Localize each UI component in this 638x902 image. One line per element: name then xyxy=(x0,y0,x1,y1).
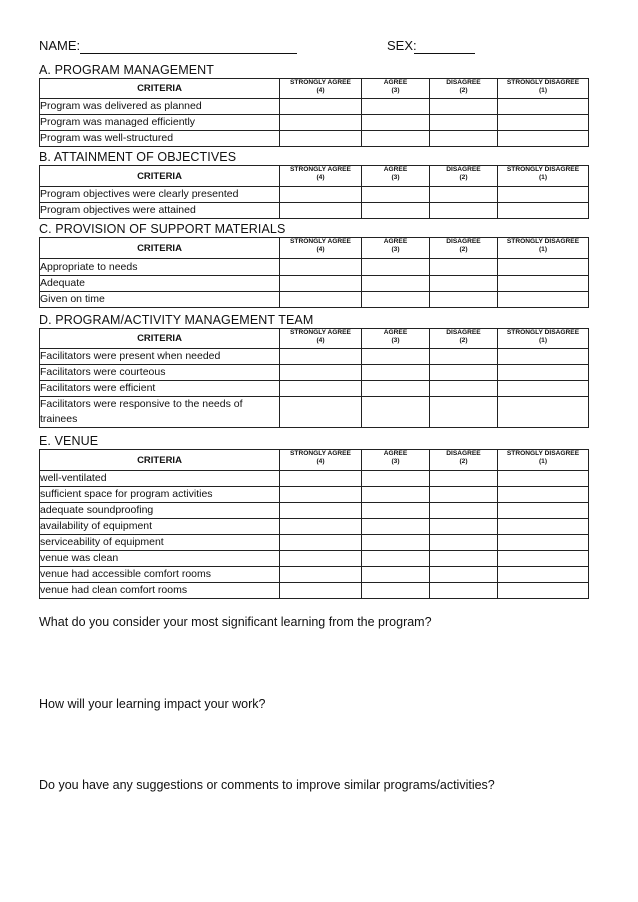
criterion-label: sufficient space for program activities xyxy=(40,487,280,503)
rating-cell-disagree[interactable] xyxy=(430,99,498,115)
rating-cell-disagree[interactable] xyxy=(430,259,498,276)
scale-value: (2) xyxy=(459,174,468,181)
criteria-header: CRITERIA xyxy=(40,450,280,471)
table-row xyxy=(40,276,589,292)
rating-cell-disagree[interactable] xyxy=(430,381,498,397)
criteria-header: CRITERIA xyxy=(40,166,280,187)
rating-cell-strongly-agree[interactable] xyxy=(280,349,362,365)
rating-cell-strongly-agree[interactable] xyxy=(280,187,362,203)
section-title-attainment-of-objectives: B. ATTAINMENT OF OBJECTIVES xyxy=(39,150,237,164)
rating-cell-agree[interactable] xyxy=(362,551,430,567)
rating-cell-strongly-agree[interactable] xyxy=(280,503,362,519)
criterion-label: Facilitators were efficient xyxy=(40,381,280,397)
scale-label: STRONGLY DISAGREE xyxy=(506,450,580,457)
scale-value: (2) xyxy=(459,246,468,253)
criterion-label: Appropriate to needs xyxy=(40,259,280,276)
table-row xyxy=(40,365,589,381)
rating-cell-strongly-disagree[interactable] xyxy=(498,487,589,503)
scale-header-agree xyxy=(362,329,430,349)
criterion-label: Adequate xyxy=(40,276,280,292)
scale-label: AGREE xyxy=(383,79,408,86)
scale-value: (4) xyxy=(316,458,325,465)
rating-cell-agree[interactable] xyxy=(362,99,430,115)
header-row xyxy=(39,38,599,58)
scale-label: DISAGREE xyxy=(446,238,481,245)
rating-cell-strongly-agree[interactable] xyxy=(280,115,362,131)
scale-header-strongly-disagree xyxy=(498,79,589,99)
scale-label: STRONGLY AGREE xyxy=(290,79,351,86)
question-suggestions: Do you have any suggestions or comments to improve similar programs/activities? xyxy=(39,778,495,792)
section-title-support-materials: C. PROVISION OF SUPPORT MATERIALS xyxy=(39,222,286,236)
rating-cell-agree[interactable] xyxy=(362,365,430,381)
scale-value: (3) xyxy=(391,87,400,94)
scale-header-strongly-agree xyxy=(280,329,362,349)
criterion-label: well-ventilated xyxy=(40,471,280,487)
rating-cell-strongly-disagree[interactable] xyxy=(498,381,589,397)
rating-cell-strongly-disagree[interactable] xyxy=(498,519,589,535)
table-row xyxy=(40,131,589,147)
scale-header-strongly-agree xyxy=(280,79,362,99)
scale-value: (4) xyxy=(316,174,325,181)
rating-cell-agree[interactable] xyxy=(362,535,430,551)
scale-header-strongly-disagree xyxy=(498,329,589,349)
rating-cell-strongly-agree[interactable] xyxy=(280,567,362,583)
rating-cell-strongly-agree[interactable] xyxy=(280,397,362,428)
criterion-label: venue was clean xyxy=(40,551,280,567)
scale-label: STRONGLY DISAGREE xyxy=(506,329,580,336)
rating-cell-agree[interactable] xyxy=(362,276,430,292)
scale-header-disagree xyxy=(430,79,498,99)
question-learning-impact: How will your learning impact your work? xyxy=(39,697,266,711)
rating-cell-strongly-disagree[interactable] xyxy=(498,349,589,365)
rating-cell-agree[interactable] xyxy=(362,259,430,276)
rating-cell-strongly-agree[interactable] xyxy=(280,583,362,599)
criterion-label: Facilitators were responsive to the needs of trainees xyxy=(40,397,280,428)
management-team-table xyxy=(39,328,589,428)
rating-cell-strongly-disagree[interactable] xyxy=(498,203,589,219)
rating-cell-disagree[interactable] xyxy=(430,471,498,487)
rating-cell-agree[interactable] xyxy=(362,519,430,535)
section-title-venue: E. VENUE xyxy=(39,434,99,448)
scale-label: STRONGLY DISAGREE xyxy=(506,238,580,245)
scale-value: (3) xyxy=(391,337,400,344)
program-management-table xyxy=(39,78,589,147)
scale-value: (3) xyxy=(391,174,400,181)
table-row xyxy=(40,535,589,551)
rating-cell-strongly-agree[interactable] xyxy=(280,131,362,147)
criterion-label: availability of equipment xyxy=(40,519,280,535)
table-header-row xyxy=(40,79,589,99)
table-header-row xyxy=(40,450,589,471)
table-row xyxy=(40,292,589,308)
criteria-header: CRITERIA xyxy=(40,329,280,349)
section-title-program-management: A. PROGRAM MANAGEMENT xyxy=(39,63,215,77)
criterion-label: Program was well-structured xyxy=(40,131,280,147)
rating-cell-strongly-disagree[interactable] xyxy=(498,471,589,487)
rating-cell-strongly-disagree[interactable] xyxy=(498,503,589,519)
scale-header-disagree xyxy=(430,166,498,187)
scale-label: DISAGREE xyxy=(446,329,481,336)
rating-cell-strongly-disagree[interactable] xyxy=(498,292,589,308)
scale-label: STRONGLY AGREE xyxy=(290,166,351,173)
scale-value: (4) xyxy=(316,246,325,253)
scale-header-disagree xyxy=(430,329,498,349)
rating-cell-disagree[interactable] xyxy=(430,535,498,551)
criterion-label: Program objectives were attained xyxy=(40,203,280,219)
scale-value: (3) xyxy=(391,458,400,465)
name-label: NAME: xyxy=(39,38,81,53)
rating-cell-disagree[interactable] xyxy=(430,567,498,583)
rating-cell-strongly-agree[interactable] xyxy=(280,519,362,535)
scale-header-strongly-agree xyxy=(280,450,362,471)
rating-cell-strongly-agree[interactable] xyxy=(280,487,362,503)
rating-cell-strongly-agree[interactable] xyxy=(280,259,362,276)
rating-cell-disagree[interactable] xyxy=(430,131,498,147)
scale-header-disagree xyxy=(430,450,498,471)
rating-cell-disagree[interactable] xyxy=(430,519,498,535)
scale-label: STRONGLY AGREE xyxy=(290,329,351,336)
criterion-label: Facilitators were present when needed xyxy=(40,349,280,365)
criterion-label: Program was delivered as planned xyxy=(40,99,280,115)
table-row xyxy=(40,397,589,428)
scale-header-agree xyxy=(362,79,430,99)
scale-value: (1) xyxy=(538,246,548,253)
scale-label: DISAGREE xyxy=(446,450,481,457)
scale-value: (2) xyxy=(459,87,468,94)
rating-cell-strongly-agree[interactable] xyxy=(280,381,362,397)
rating-cell-strongly-agree[interactable] xyxy=(280,203,362,219)
sex-label: SEX: xyxy=(387,38,417,53)
rating-cell-agree[interactable] xyxy=(362,503,430,519)
criterion-label: Facilitators were courteous xyxy=(40,365,280,381)
rating-cell-strongly-agree[interactable] xyxy=(280,276,362,292)
scale-value: (1) xyxy=(538,87,548,94)
rating-cell-agree[interactable] xyxy=(362,381,430,397)
rating-cell-agree[interactable] xyxy=(362,292,430,308)
scale-header-agree xyxy=(362,166,430,187)
rating-cell-disagree[interactable] xyxy=(430,292,498,308)
table-row xyxy=(40,187,589,203)
rating-cell-strongly-disagree[interactable] xyxy=(498,259,589,276)
rating-cell-disagree[interactable] xyxy=(430,115,498,131)
rating-cell-strongly-disagree[interactable] xyxy=(498,187,589,203)
rating-cell-agree[interactable] xyxy=(362,349,430,365)
scale-label: AGREE xyxy=(383,450,408,457)
scale-label: DISAGREE xyxy=(446,79,481,86)
table-header-row xyxy=(40,329,589,349)
venue-table xyxy=(39,449,589,599)
criterion-label: adequate soundproofing xyxy=(40,503,280,519)
table-row xyxy=(40,99,589,115)
scale-value: (1) xyxy=(538,337,548,344)
rating-cell-strongly-agree[interactable] xyxy=(280,471,362,487)
rating-cell-strongly-disagree[interactable] xyxy=(498,131,589,147)
question-significant-learning: What do you consider your most significant learning from the program? xyxy=(39,615,432,629)
table-row xyxy=(40,349,589,365)
rating-cell-agree[interactable] xyxy=(362,115,430,131)
table-row xyxy=(40,567,589,583)
table-row xyxy=(40,381,589,397)
scale-header-disagree xyxy=(430,238,498,259)
scale-value: (4) xyxy=(316,337,325,344)
criteria-header: CRITERIA xyxy=(40,238,280,259)
table-row xyxy=(40,203,589,219)
rating-cell-agree[interactable] xyxy=(362,487,430,503)
rating-cell-disagree[interactable] xyxy=(430,551,498,567)
criterion-label: Given on time xyxy=(40,292,280,308)
rating-cell-disagree[interactable] xyxy=(430,503,498,519)
scale-label: STRONGLY AGREE xyxy=(290,238,351,245)
scale-header-strongly-agree xyxy=(280,238,362,259)
rating-cell-agree[interactable] xyxy=(362,203,430,219)
rating-cell-disagree[interactable] xyxy=(430,487,498,503)
scale-value: (1) xyxy=(538,174,548,181)
scale-label: STRONGLY DISAGREE xyxy=(506,166,580,173)
table-header-row xyxy=(40,238,589,259)
rating-cell-disagree[interactable] xyxy=(430,187,498,203)
rating-cell-disagree[interactable] xyxy=(430,583,498,599)
attainment-of-objectives-table xyxy=(39,165,589,219)
criterion-label: serviceability of equipment xyxy=(40,535,280,551)
table-row xyxy=(40,487,589,503)
scale-header-strongly-disagree xyxy=(498,450,589,471)
rating-cell-agree[interactable] xyxy=(362,471,430,487)
scale-value: (2) xyxy=(459,458,468,465)
table-row xyxy=(40,519,589,535)
scale-header-strongly-agree xyxy=(280,166,362,187)
name-field-line[interactable] xyxy=(80,53,297,54)
rating-cell-strongly-agree[interactable] xyxy=(280,365,362,381)
scale-label: AGREE xyxy=(383,329,408,336)
sex-field-line[interactable] xyxy=(414,53,475,54)
scale-value: (2) xyxy=(459,337,468,344)
rating-cell-agree[interactable] xyxy=(362,397,430,428)
rating-cell-strongly-disagree[interactable] xyxy=(498,551,589,567)
criterion-label: Program was managed efficiently xyxy=(40,115,280,131)
scale-label: DISAGREE xyxy=(446,166,481,173)
rating-cell-strongly-disagree[interactable] xyxy=(498,583,589,599)
table-row xyxy=(40,259,589,276)
rating-cell-strongly-agree[interactable] xyxy=(280,535,362,551)
rating-cell-strongly-agree[interactable] xyxy=(280,551,362,567)
scale-label: STRONGLY DISAGREE xyxy=(506,79,580,86)
rating-cell-strongly-disagree[interactable] xyxy=(498,276,589,292)
table-row xyxy=(40,583,589,599)
rating-cell-strongly-disagree[interactable] xyxy=(498,535,589,551)
table-row xyxy=(40,471,589,487)
criterion-label: venue had clean comfort rooms xyxy=(40,583,280,599)
scale-label: STRONGLY AGREE xyxy=(290,450,351,457)
scale-value: (3) xyxy=(391,246,400,253)
rating-cell-disagree[interactable] xyxy=(430,203,498,219)
scale-label: AGREE xyxy=(383,238,408,245)
rating-cell-agree[interactable] xyxy=(362,567,430,583)
table-row xyxy=(40,551,589,567)
rating-cell-strongly-disagree[interactable] xyxy=(498,567,589,583)
rating-cell-agree[interactable] xyxy=(362,131,430,147)
rating-cell-agree[interactable] xyxy=(362,187,430,203)
rating-cell-strongly-agree[interactable] xyxy=(280,292,362,308)
scale-value: (4) xyxy=(316,87,325,94)
rating-cell-strongly-agree[interactable] xyxy=(280,99,362,115)
table-row xyxy=(40,115,589,131)
scale-header-agree xyxy=(362,450,430,471)
rating-cell-disagree[interactable] xyxy=(430,276,498,292)
criterion-label: Program objectives were clearly presented xyxy=(40,187,280,203)
scale-header-agree xyxy=(362,238,430,259)
table-header-row xyxy=(40,166,589,187)
section-title-management-team: D. PROGRAM/ACTIVITY MANAGEMENT TEAM xyxy=(39,313,314,327)
rating-cell-agree[interactable] xyxy=(362,583,430,599)
support-materials-table xyxy=(39,237,589,308)
scale-value: (1) xyxy=(538,458,548,465)
rating-cell-strongly-disagree[interactable] xyxy=(498,99,589,115)
rating-cell-disagree[interactable] xyxy=(430,365,498,381)
rating-cell-disagree[interactable] xyxy=(430,397,498,428)
table-row xyxy=(40,503,589,519)
scale-label: AGREE xyxy=(383,166,408,173)
rating-cell-disagree[interactable] xyxy=(430,349,498,365)
criteria-header: CRITERIA xyxy=(40,79,280,99)
scale-header-strongly-disagree xyxy=(498,166,589,187)
rating-cell-strongly-disagree[interactable] xyxy=(498,115,589,131)
criterion-label: venue had accessible comfort rooms xyxy=(40,567,280,583)
scale-header-strongly-disagree xyxy=(498,238,589,259)
rating-cell-strongly-disagree[interactable] xyxy=(498,365,589,381)
rating-cell-strongly-disagree[interactable] xyxy=(498,397,589,428)
